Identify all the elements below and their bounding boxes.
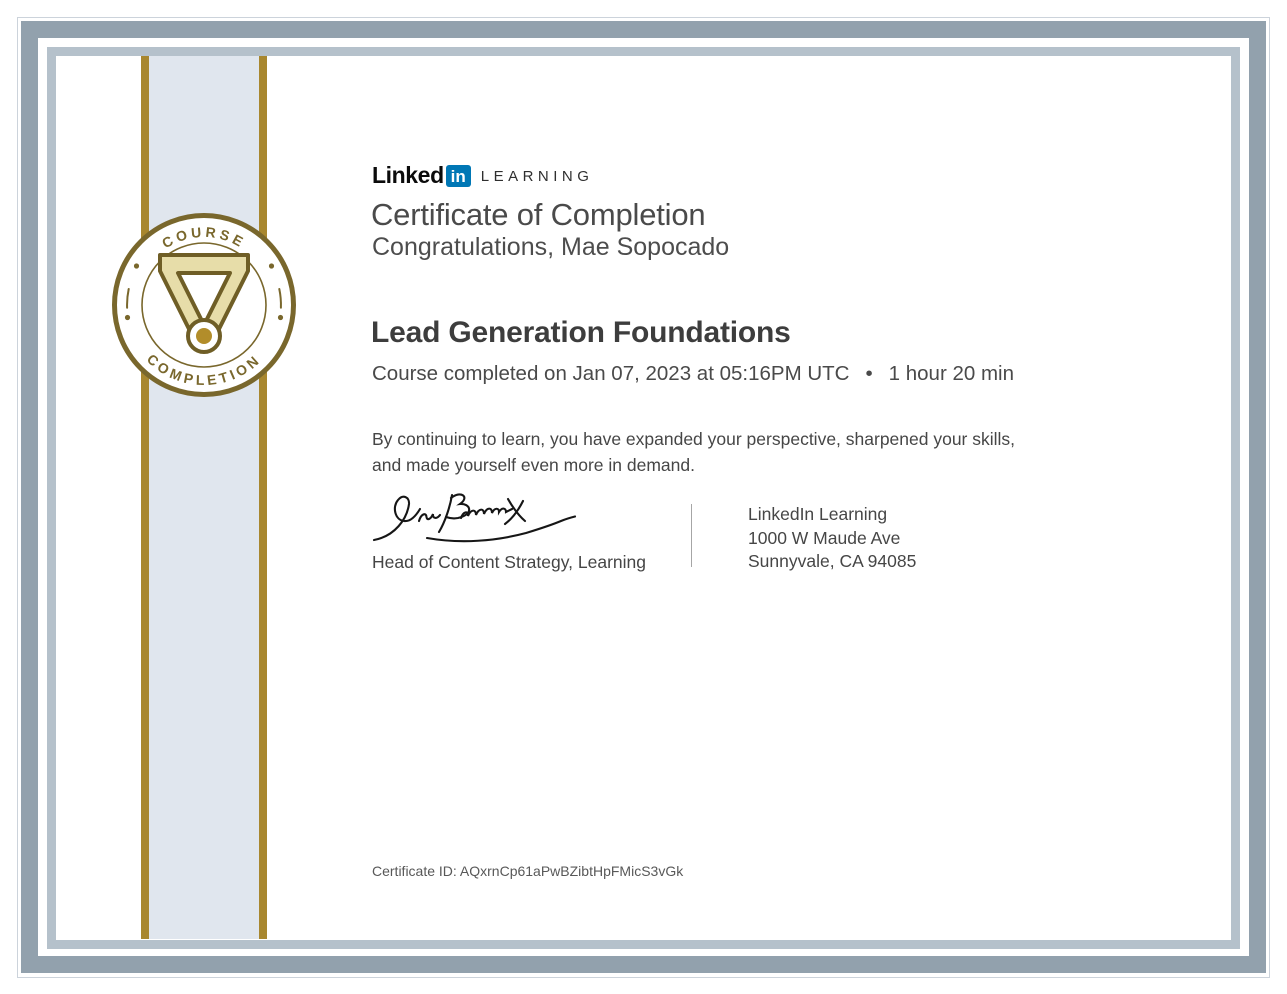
issuer-address-line2: Sunnyvale, CA 94085 (748, 551, 917, 571)
logo-linked-text: Linked (372, 162, 444, 188)
bullet-separator: • (865, 362, 873, 385)
issuer-address-line1: 1000 W Maude Ave (748, 527, 901, 548)
medal-icon (108, 209, 300, 401)
course-title: Lead Generation Foundations (371, 316, 791, 349)
certificate-title: Certificate of Completion (371, 197, 706, 232)
gold-stripe-left (141, 56, 149, 939)
band-panel (149, 56, 259, 939)
gold-stripe-right (259, 56, 267, 939)
linkedin-learning-logo (372, 164, 593, 187)
issuer-address-block (748, 503, 916, 574)
completed-date-text: Course completed on Jan 07, 2023 at 05:16PM UTC (372, 362, 850, 385)
signature-image (371, 491, 586, 546)
certificate-id: Certificate ID: AQxrnCp61aPwBZibtHpFMicS3vGk (372, 863, 684, 879)
issuer-name: LinkedIn Learning (748, 504, 888, 524)
congratulatory-paragraph: By continuing to learn, you have expanded your perspective, sharpened your skills, and made yourself even more in demand. (372, 428, 1016, 475)
linkedin-in-icon: in (446, 165, 471, 187)
congratulations-line: Congratulations, Mae Sopocado (372, 233, 730, 261)
signer-title: Head of Content Strategy, Learning (372, 552, 647, 572)
course-duration: 1 hour 20 min (888, 362, 1015, 385)
course-completion-badge (108, 209, 300, 401)
vertical-divider (691, 504, 692, 567)
decorative-band (141, 56, 267, 939)
badge-bottom-textpath: COMPLETION (143, 350, 265, 389)
logo-learning-text: LEARNING (480, 168, 594, 185)
completion-info-line (372, 362, 1014, 386)
badge-top-textpath: COURSE (159, 223, 249, 252)
